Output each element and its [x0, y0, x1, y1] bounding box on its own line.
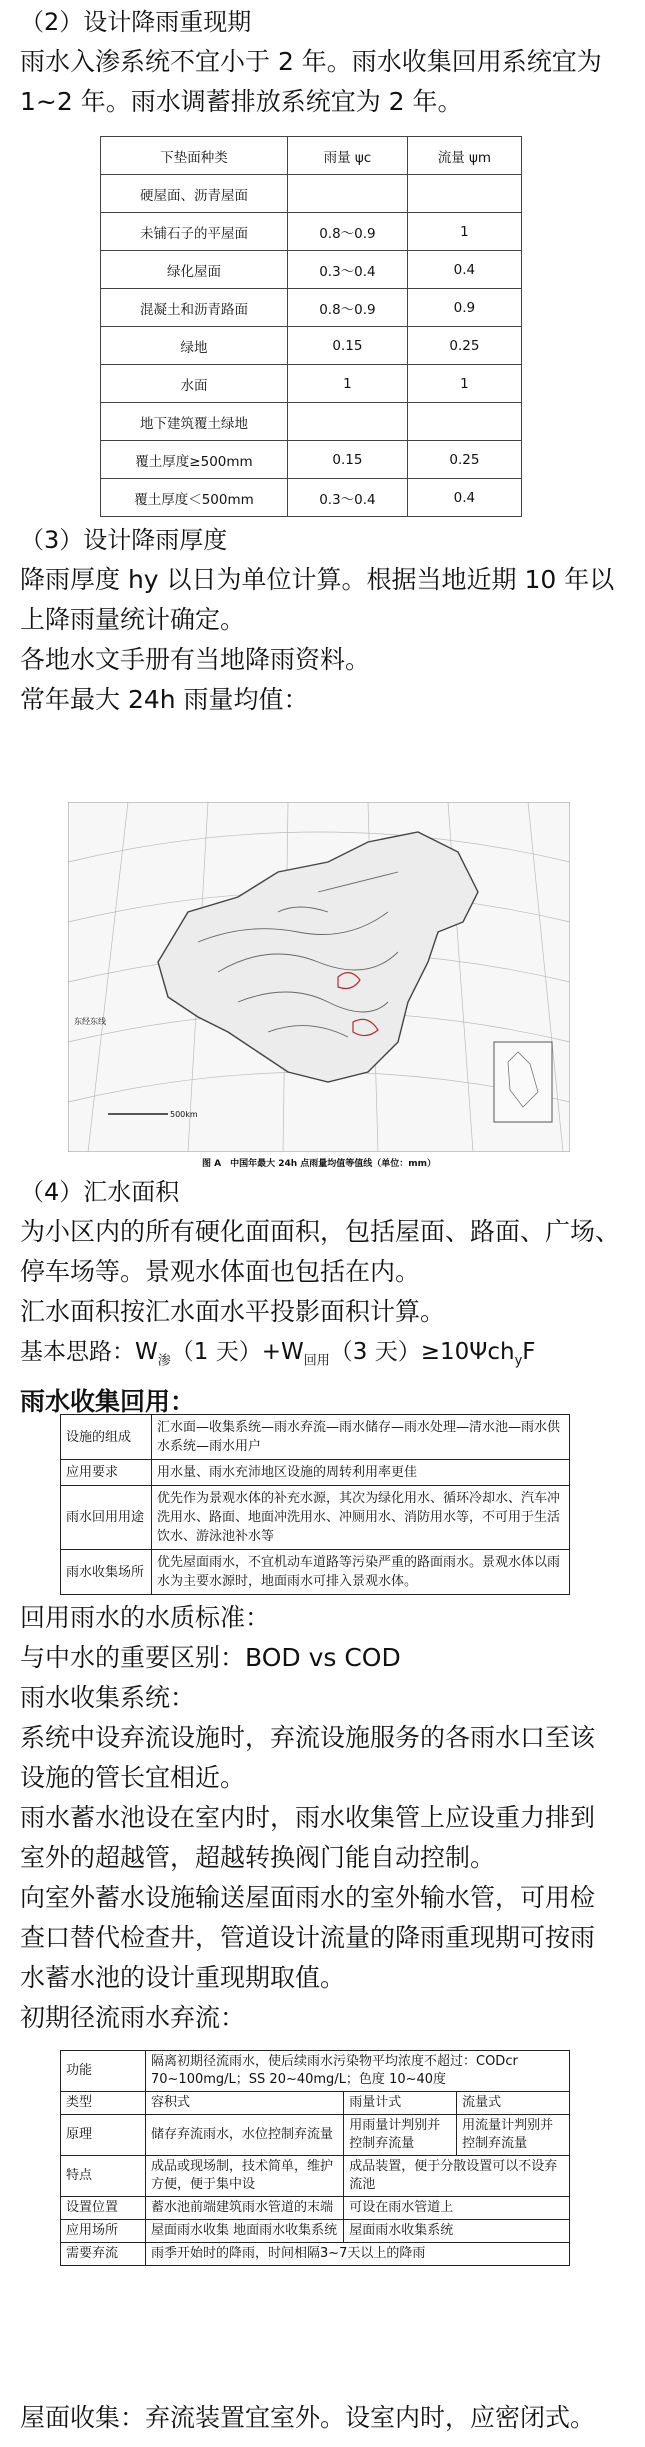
table-cell: 特点: [61, 2156, 146, 2197]
table-cell: [288, 175, 408, 213]
table-cell: 雨量计式: [344, 2092, 457, 2115]
text-line: 1~2 年。雨水调蓄排放系统宜为 2 年。: [20, 87, 463, 116]
heading-rainwater-reuse: 雨水收集回用：: [20, 1386, 196, 1416]
map-scale-label: 500km: [170, 1110, 198, 1119]
table-cell: 0.3～0.4: [288, 251, 408, 289]
runoff-coefficient-table: [100, 136, 522, 517]
text-line: 雨水入渗系统不宜小于 2 年。雨水收集回用系统宜为: [20, 47, 602, 76]
table-cell: 成品装置，便于分散设置可以不设弃流池: [344, 2156, 570, 2197]
table-cell: [407, 403, 521, 441]
table-cell: 0.15: [288, 327, 408, 365]
table-cell: 雨季开始时的降雨，时间相隔3~7天以上的降雨: [146, 2243, 570, 2266]
south-sea-inset: [494, 1042, 552, 1122]
heading-return-period: （2）设计降雨重现期: [20, 8, 252, 36]
text-line: 系统中设弃流设施时，弃流设施服务的各雨水口至该: [20, 1723, 596, 1752]
table-row: [101, 327, 522, 365]
table-cell: 水面: [101, 365, 288, 403]
table-row: [101, 479, 522, 517]
table-cell: 蓄水池前端建筑雨水管道的末端: [146, 2197, 344, 2220]
text-line: 雨水蓄水池设在室内时，雨水收集管上应设重力排到: [20, 1803, 596, 1832]
table-row: [61, 1486, 570, 1550]
table-row: [101, 441, 522, 479]
table-header-cell: 下垫面种类: [101, 137, 288, 175]
table-row: [101, 251, 522, 289]
table-cell: 优先作为景观水体的补充水源，其次为绿化用水、循环冷却水、汽车冲洗用水、路面、地面冲洗用水、冲厕用水、消防用水等，不可用于生活饮水、游泳池补水等: [152, 1486, 570, 1550]
table-cell: [288, 403, 408, 441]
formula-suffix: （3 天）≥10Ψch: [329, 1339, 515, 1365]
formula-prefix: 基本思路：W: [20, 1339, 158, 1365]
table-cell: 覆土厚度＜500mm: [101, 479, 288, 517]
table-cell: 0.25: [407, 327, 521, 365]
rainfall-isoline-map: [68, 802, 570, 1172]
text-line: 屋面收集：弃流装置宜室外。设室内时，应密闭式。: [20, 2403, 596, 2432]
formula-sub: y: [514, 1353, 523, 1369]
table-row: [61, 1550, 570, 1595]
section-return-period: [20, 2, 628, 122]
table-row: [61, 2243, 570, 2266]
text-line: 上降雨量统计确定。: [20, 605, 246, 634]
text-line: 室外的超越管，超越转换阀门能自动控制。: [20, 1843, 496, 1872]
table-header-row: [101, 137, 522, 175]
table-cell: 0.4: [407, 251, 521, 289]
table-cell: 1: [288, 365, 408, 403]
section-catchment-area: [20, 1172, 628, 1422]
table-cell: 流量式: [457, 2092, 570, 2115]
table-cell: 0.8～0.9: [288, 289, 408, 327]
table-cell: 覆土厚度≥500mm: [101, 441, 288, 479]
table-row: [61, 2051, 570, 2092]
table-row: [61, 2092, 570, 2115]
table-cell: 0.9: [407, 289, 521, 327]
section-rainfall-depth: [20, 520, 628, 720]
text-line: 查口替代检查井，管道设计流量的降雨重现期可按雨: [20, 1923, 596, 1952]
table-cell: 设置位置: [61, 2197, 146, 2220]
text-line: 与中水的重要区别：BOD vs COD: [20, 1643, 401, 1672]
table-cell: 屋面雨水收集 地面雨水收集系统: [146, 2220, 344, 2243]
table-cell: 类型: [61, 2092, 146, 2115]
table-row: [61, 2220, 570, 2243]
table-cell: 汇水面—收集系统—雨水弃流—雨水储存—雨水处理—清水池—雨水供水系统—雨水用户: [152, 1415, 570, 1460]
table-cell: 容积式: [146, 2092, 344, 2115]
table-cell: 设施的组成: [61, 1415, 152, 1460]
map-side-label: 东经东线: [74, 1017, 106, 1026]
table-cell: 1: [407, 213, 521, 251]
table-cell: 优先屋面雨水，不宜机动车道路等污染严重的路面雨水。景观水体以雨水为主要水源时，地面雨水可排入景观水体。: [152, 1550, 570, 1595]
table-cell: 雨水收集场所: [61, 1550, 152, 1595]
table-cell: 需要弃流: [61, 2243, 146, 2266]
heading-catchment-area: （4）汇水面积: [20, 1178, 180, 1206]
table-cell: 0.25: [407, 441, 521, 479]
text-line: 各地水文手册有当地降雨资料。: [20, 645, 371, 674]
rainwater-reuse-table: [60, 1414, 570, 1595]
text-line: 为小区内的所有硬化面面积，包括屋面、路面、广场、: [20, 1217, 621, 1246]
table-row: [101, 289, 522, 327]
table-cell: [407, 175, 521, 213]
text-line: 水蓄水池的设计重现期取值。: [20, 1963, 346, 1992]
table-header-cell: 流量 ψm: [407, 137, 521, 175]
table-cell: 成品或现场制，技术简单，维护方便，便于集中设: [146, 2156, 344, 2197]
text-line: 向室外蓄水设施输送屋面雨水的室外输水管，可用检: [20, 1883, 596, 1912]
text-line: 停车场等。景观水体面也包括在内。: [20, 1257, 421, 1286]
formula-line: [20, 1332, 628, 1382]
table-cell: 功能: [61, 2051, 146, 2092]
table-cell: 用流量计判别并控制弃流量: [457, 2115, 570, 2156]
table-cell: 0.3～0.4: [288, 479, 408, 517]
text-line: 汇水面积按汇水面水平投影面积计算。: [20, 1297, 446, 1326]
formula-sub: 回用: [303, 1353, 330, 1369]
table-cell: 绿地: [101, 327, 288, 365]
table-cell: 屋面雨水收集系统: [344, 2220, 570, 2243]
table-cell: 应用场所: [61, 2220, 146, 2243]
table-cell: 未铺石子的平屋面: [101, 213, 288, 251]
text-line: 回用雨水的水质标准：: [20, 1603, 271, 1632]
section-roof-collection: [20, 2398, 628, 2438]
table-cell: 用水量、雨水充沛地区设施的周转利用率更佳: [152, 1460, 570, 1486]
table-cell: 隔离初期径流雨水，使后续雨水污染物平均浓度不超过：CODcr 70~100mg/L；SS 20~40mg/L；色度 10~40度: [146, 2051, 570, 2092]
table-cell: 1: [407, 365, 521, 403]
table-header-cell: 雨量 ψc: [288, 137, 408, 175]
formula-sub: 渗: [157, 1353, 171, 1369]
text-line: 初期径流雨水弃流：: [20, 2003, 246, 2032]
table-row: [101, 403, 522, 441]
table-row: [61, 2156, 570, 2197]
china-map-figure: [68, 802, 570, 1152]
table-cell: 用雨量计判别并控制弃流量: [344, 2115, 457, 2156]
table-row: [61, 2115, 570, 2156]
section-collection-system: [20, 1598, 628, 2038]
map-caption: 图 A 中国年最大 24h 点雨量均值等值线（单位：mm）: [201, 1159, 437, 1169]
table-cell: 0.4: [407, 479, 521, 517]
table-row: [61, 2197, 570, 2220]
initial-runoff-diversion-table: [60, 2050, 570, 2266]
table-cell: 绿化屋面: [101, 251, 288, 289]
table-row: [101, 365, 522, 403]
text-line: 雨水收集系统：: [20, 1683, 196, 1712]
table-cell: 雨水回用用途: [61, 1486, 152, 1550]
formula-mid: （1 天）+W: [170, 1339, 304, 1365]
text-line: 常年最大 24h 雨量均值：: [20, 685, 309, 714]
table-row: [101, 175, 522, 213]
table-cell: 应用要求: [61, 1460, 152, 1486]
text-line: 设施的管长宜相近。: [20, 1763, 246, 1792]
table-row: [61, 1415, 570, 1460]
table-cell: 0.15: [288, 441, 408, 479]
table-cell: 混凝土和沥青路面: [101, 289, 288, 327]
table-cell: 原理: [61, 2115, 146, 2156]
heading-rainfall-depth: （3）设计降雨厚度: [20, 526, 228, 554]
table-cell: 地下建筑覆土绿地: [101, 403, 288, 441]
text-line: 降雨厚度 hy 以日为单位计算。根据当地近期 10 年以: [20, 565, 615, 594]
table-cell: 储存弃流雨水，水位控制弃流量: [146, 2115, 344, 2156]
table-row: [61, 1460, 570, 1486]
formula-end: F: [522, 1339, 536, 1365]
table-row: [101, 213, 522, 251]
table-cell: 硬屋面、沥青屋面: [101, 175, 288, 213]
table-cell: 可设在雨水管道上: [344, 2197, 570, 2220]
table-cell: 0.8～0.9: [288, 213, 408, 251]
